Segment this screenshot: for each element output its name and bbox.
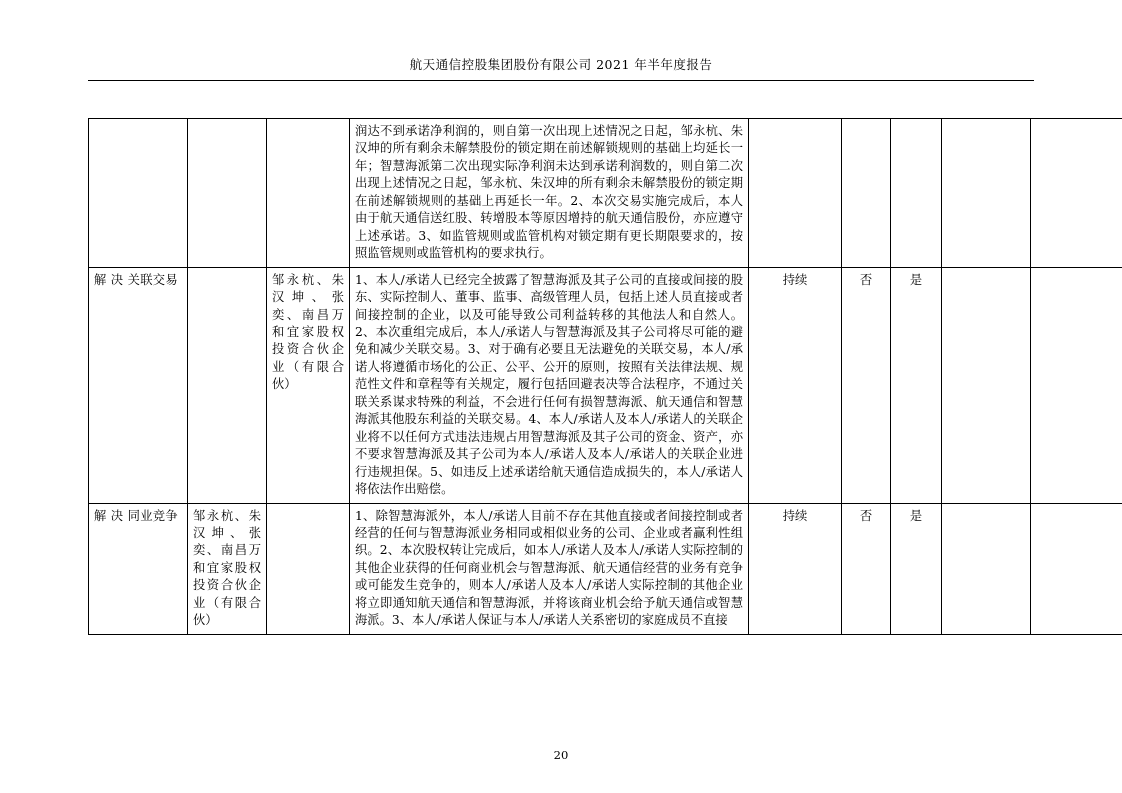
cell-party-b: 邹永杭、朱汉坤、张奕、南昌万和宜家股权投资合伙企业（有限合伙） <box>267 267 350 503</box>
commitments-table <box>88 118 1122 635</box>
cell-reason <box>942 267 1031 503</box>
cell-term: 持续 <box>749 267 842 503</box>
cell-party-b <box>267 503 350 634</box>
cell-next-plan <box>1031 119 1122 268</box>
commitments-table-wrap <box>88 118 1035 635</box>
cell-next-plan <box>1031 503 1122 634</box>
cell-commitment-content: 1、除智慧海派外，本人/承诺人目前不存在其他直接或者间接控制或者经营的任何与智慧海派业务相同或相似业务的公司、企业或者赢利性组织。2、本次股权转让完成后，如本人/承诺人及本人/承诺人实际控制的其他企业获得的任何商业机会与智慧海派、航天通信经营的业务有竞争或可能发生竞争的，则本人/承诺人及本人/承诺人实际控制的其他企业将立即通知航天通信和智慧海派，并将该商业机会给予航天通信或智慧海派。3、本人/承诺人保证与本人/承诺人关系密切的家庭成员不直接 <box>350 503 749 634</box>
cell-commitment-type: 解 决 同业竞争 <box>89 503 188 634</box>
page-header: 航天通信控股集团股份有限公司 2021 年半年度报告 <box>409 57 713 72</box>
cell-commitment-content: 1、本人/承诺人已经完全披露了智慧海派及其子公司的直接或间接的股东、实际控制人、董事、监事、高级管理人员，包括上述人员直接或者间接控制的企业，以及可能导致公司利益转移的其他法人和自然人。2、本次重组完成后，本人/承诺人与智慧海派及其子公司将尽可能的避免和减少关联交易。3、对于确有必要且无法避免的关联交易，本人/承诺人将遵循市场化的公正、公平、公开的原则，按照有关法律法规、规范性文件和章程等有关规定，履行包括回避表决等合法程序，不通过关联关系谋求特殊的利益，不会进行任何有损智慧海派、航天通信和智慧海派其他股东利益的关联交易。4、本人/承诺人及本人/承诺人的关联企业将不以任何方式违法违规占用智慧海派及其子公司的资金、资产，亦不要求智慧海派及其子公司为本人/承诺人及本人/承诺人的关联企业进行违规担保。5、如违反上述承诺给航天通信造成损失的，本人/承诺人将依法作出赔偿。 <box>350 267 749 503</box>
cell-party-a <box>188 267 267 503</box>
cell-commitment-type: 解 决 关联交易 <box>89 267 188 503</box>
header-divider <box>88 80 1034 81</box>
cell-commitment-content: 润达不到承诺净利润的，则自第一次出现上述情况之日起，邹永杭、朱汉坤的所有剩余未解禁股份的锁定期在前述解锁规则的基础上均延长一年；智慧海派第二次出现实际净利润未达到承诺利润数的，则自第二次出现上述情况之日起，邹永杭、朱汉坤的所有剩余未解禁股份的锁定期在前述解锁规则的基础上再延长一年。2、本次交易实施完成后，本人由于航天通信送红股、转增股本等原因增持的航天通信股份，亦应遵守上述承诺。3、如监管规则或监管机构对锁定期有更长期限要求的，按照监管规则或监管机构的要求执行。 <box>350 119 749 268</box>
cell-party-b <box>267 119 350 268</box>
cell-term: 持续 <box>749 503 842 634</box>
cell-commitment-type <box>89 119 188 268</box>
page-number: 20 <box>553 748 569 762</box>
table-row <box>89 267 1122 503</box>
cell-party-a <box>188 119 267 268</box>
cell-party-a: 邹永杭、朱汉坤、张奕、南昌万和宜家股权投资合伙企业（有限合伙） <box>188 503 267 634</box>
cell-term <box>749 119 842 268</box>
cell-reason <box>942 503 1031 634</box>
cell-performed: 是 <box>891 503 942 634</box>
cell-next-plan <box>1031 267 1122 503</box>
cell-performed <box>891 119 942 268</box>
table-row <box>89 119 1122 268</box>
cell-performed: 是 <box>891 267 942 503</box>
cell-deadline: 否 <box>842 267 891 503</box>
cell-reason <box>942 119 1031 268</box>
cell-deadline <box>842 119 891 268</box>
table-row <box>89 503 1122 634</box>
cell-deadline: 否 <box>842 503 891 634</box>
